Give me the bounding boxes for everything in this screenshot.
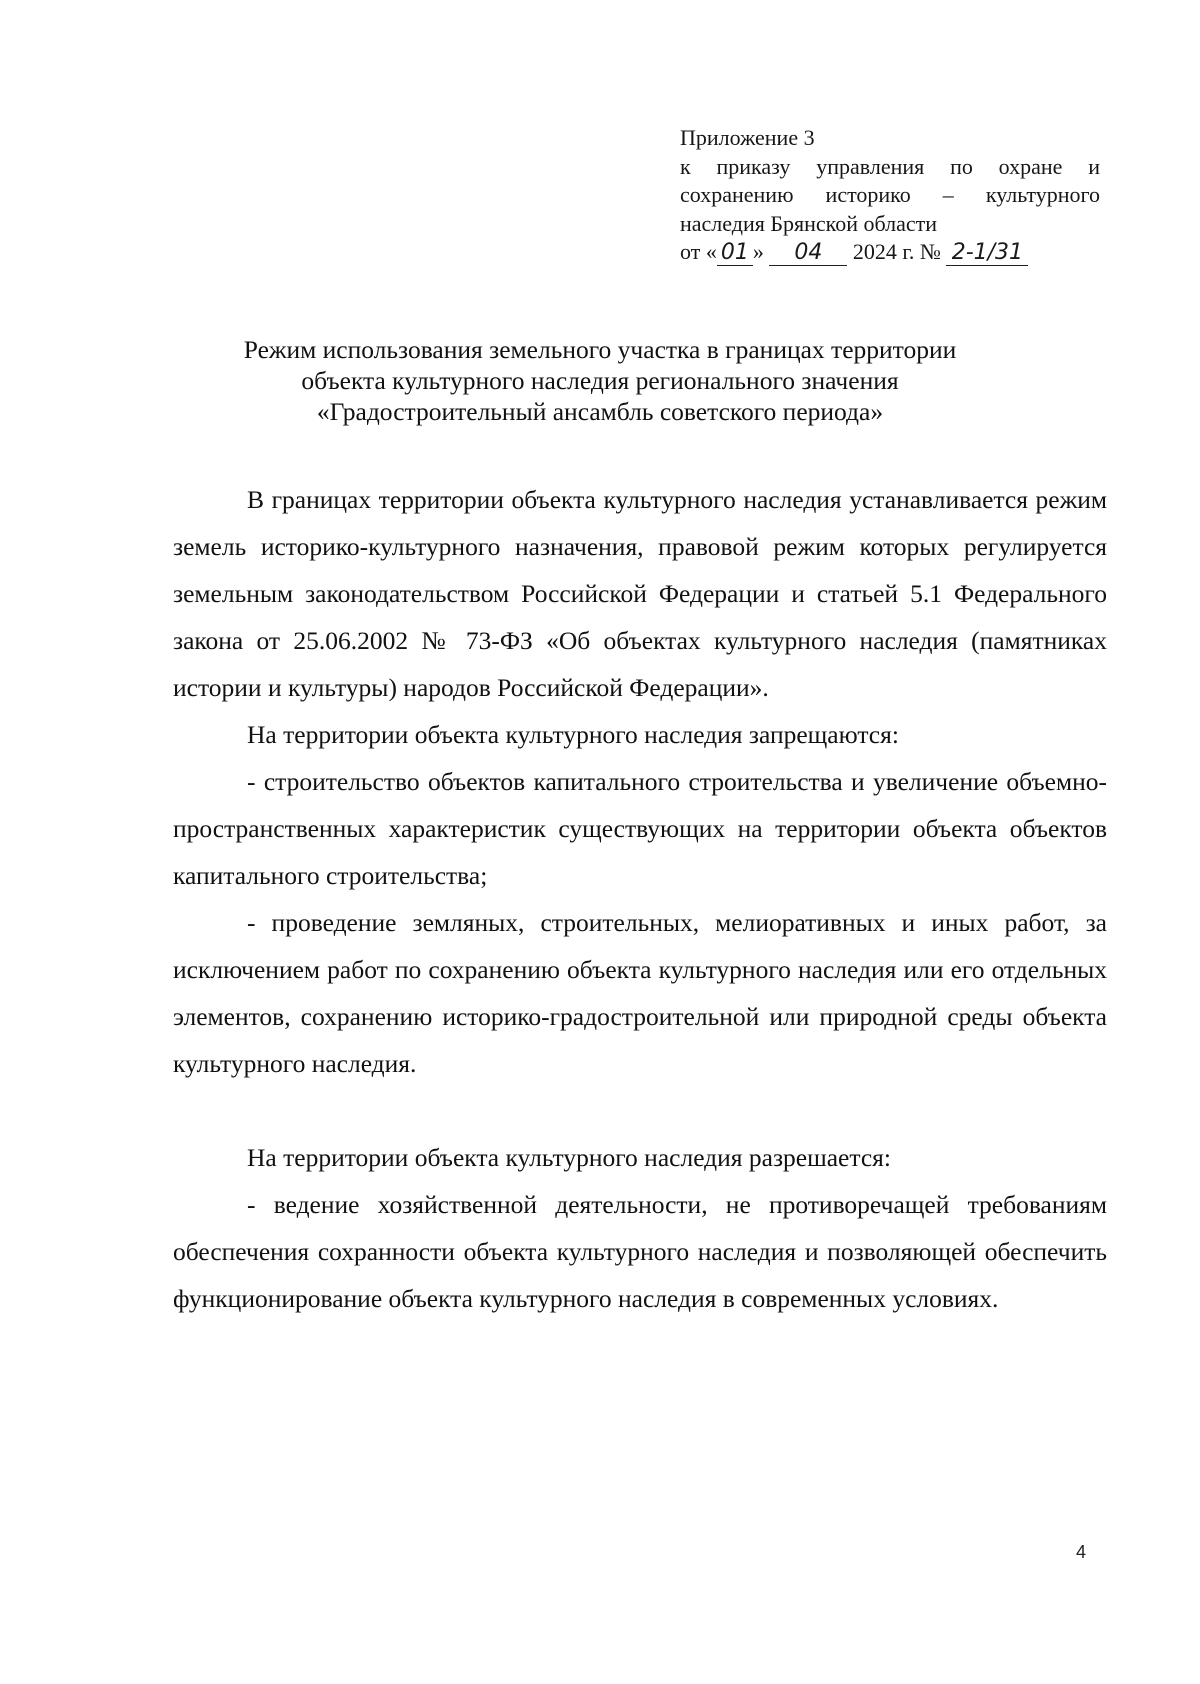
- handwritten-month: 04: [769, 241, 847, 266]
- document-title: [150, 334, 1050, 427]
- paragraph-permissions-heading: На территории объекта культурного наследия разрешается:: [247, 1143, 891, 1172]
- title-line-3: «Градостроительный ансамбль советского периода»: [316, 397, 884, 426]
- prohibition-construction: - строительство объектов капитального строительства и увеличение объемно-пространственных характеристик существующих на территории объекта объектов капитального строительства;: [173, 767, 1107, 890]
- permission-economic-activity: - ведение хозяйственной деятельности, не противоречащей требованиям обеспечения сохранности объекта культурного наследия и позволяющей обеспечить функционирование объекта культурного наследия в современных условиях.: [173, 1190, 1107, 1313]
- handwritten-day: 01: [717, 241, 753, 266]
- date-year: 2024 г. №: [852, 239, 941, 264]
- paragraph-land-regime: В границах территории объекта культурного наследия устанавливается режим земель историко-культурного назначения, правовой режим которых регулируется земельным законодательством Российской Федерации и статьей 5.1 Федерального закона от 25.06.2002 № 73-ФЗ «Об объектах культурного наследия (памятниках истории и культуры) народов Российской Федерации».: [173, 485, 1107, 702]
- paragraph-prohibitions-heading: На территории объекта культурного наследия запрещаются:: [247, 720, 899, 749]
- appendix-header: [680, 124, 1100, 267]
- handwritten-order-number: 2-1/31: [946, 241, 1028, 266]
- appendix-authority-line: сохранению историко – культурного: [680, 182, 1100, 207]
- date-quote-close: »: [752, 239, 764, 264]
- appendix-title: Приложение 3: [680, 125, 815, 150]
- date-prefix: от «: [680, 239, 717, 264]
- title-line-1: Режим использования земельного участка в границах территории: [243, 335, 957, 364]
- appendix-region-line: наследия Брянской области: [680, 210, 938, 236]
- document-body: [173, 476, 1107, 1322]
- page-number: 4: [1076, 1542, 1087, 1562]
- prohibition-earthworks: - проведение земляных, строительных, мелиоративных и иных работ, за исключением работ по сохранению объекта культурного наследия или его отдельных элементов, сохранению историко-градостроительной или природной среды объекта культурного наследия.: [173, 908, 1107, 1078]
- title-line-2: объекта культурного наследия регионального значения: [301, 366, 899, 395]
- appendix-date-line: [680, 238, 1100, 267]
- appendix-order-line: к приказу управления по охране и: [680, 153, 1100, 179]
